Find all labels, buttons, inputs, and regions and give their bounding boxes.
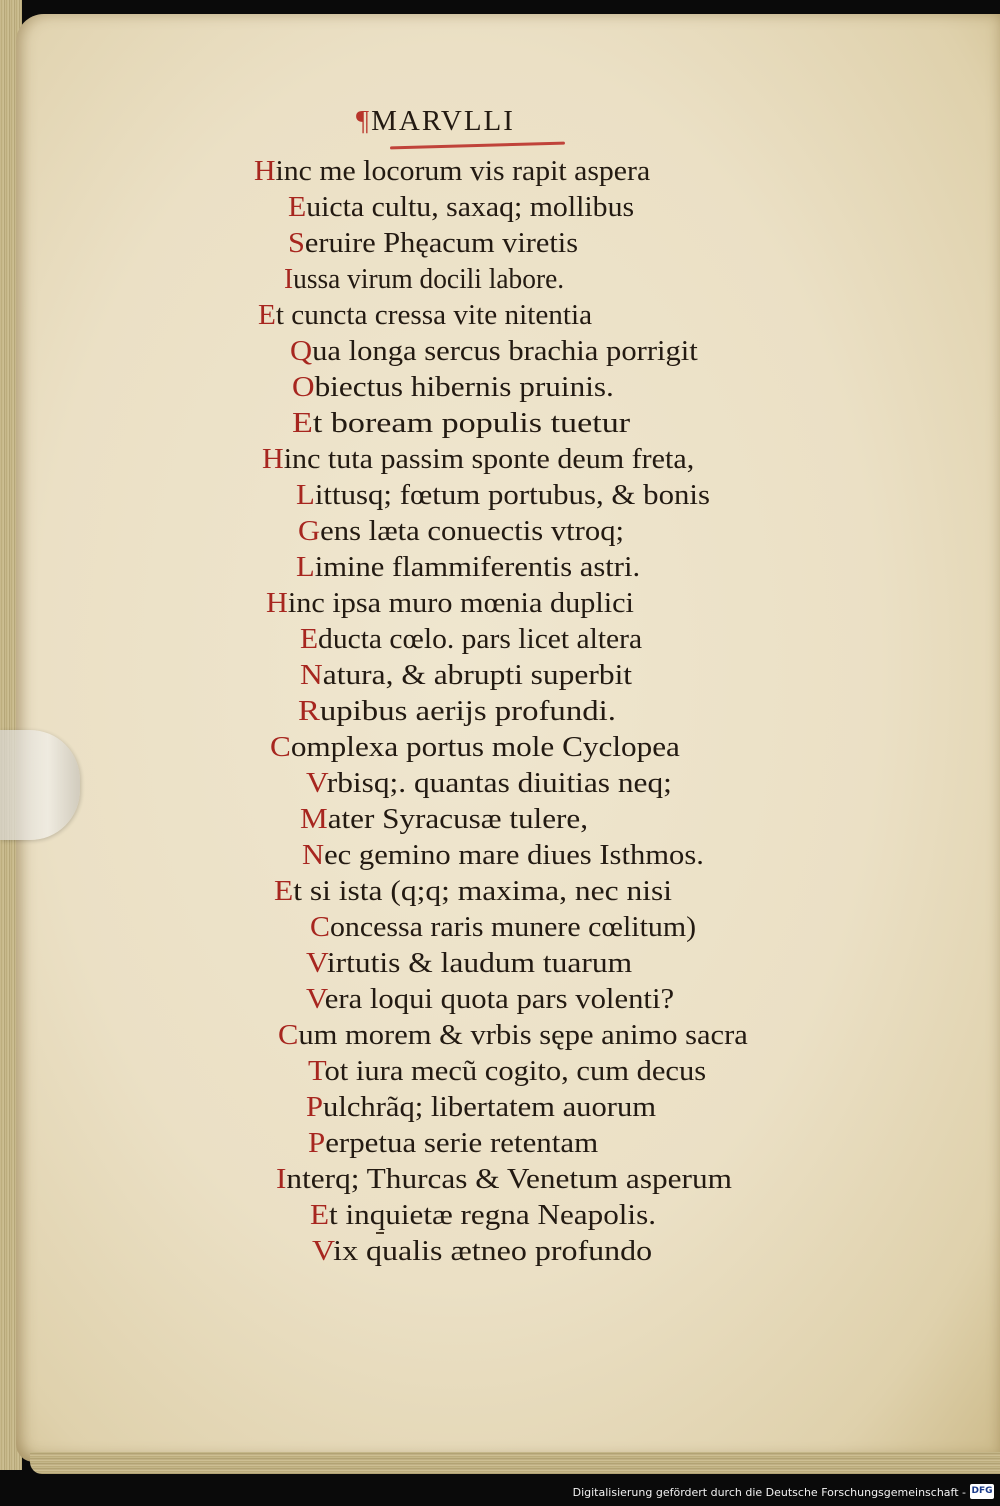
verse-text: ix qualis ætneo profundo <box>333 1235 653 1267</box>
verse-text: irtutis & laudum tuarum <box>326 947 633 979</box>
verse-line <box>302 838 704 872</box>
verse-text: ittusq; fœtum portubus, & bonis <box>314 479 711 511</box>
rubricated-initial: P <box>306 1091 324 1123</box>
verse-text: oncessa raris munere cœlitum) <box>329 911 697 943</box>
rubricated-initial: C <box>270 731 291 763</box>
verse-line <box>276 1162 732 1196</box>
rubricated-initial: M <box>300 803 328 835</box>
verse-line <box>296 550 640 584</box>
verse-line <box>300 802 588 836</box>
verse-text: omplexa portus mole Cyclopea <box>290 731 680 763</box>
verse-text: inc me locorum vis rapit aspera <box>275 155 651 187</box>
dfg-logo: DFG <box>970 1484 994 1499</box>
verse-text: inc ipsa muro mœnia duplici <box>287 587 634 619</box>
rubricated-initial: E <box>288 191 307 223</box>
verse-line <box>278 1018 748 1052</box>
rubricated-initial: I <box>276 1163 287 1195</box>
verse-line <box>288 226 578 260</box>
rubricated-initial: O <box>292 371 315 403</box>
rubricated-initial: Q <box>290 335 313 367</box>
rubricated-initial: E <box>292 407 313 439</box>
verse-line <box>306 946 632 980</box>
rubricated-initial: I <box>284 263 294 295</box>
verse-line <box>266 586 634 620</box>
rubricated-initial: V <box>306 947 327 979</box>
verse-line <box>262 442 694 476</box>
verse-text: upibus aerijs profundi. <box>319 695 616 727</box>
rubricated-initial: R <box>298 695 320 727</box>
verse-line <box>254 154 650 188</box>
verse-text: biectus hibernis pruinis. <box>314 371 614 403</box>
rubricated-initial: H <box>262 443 284 475</box>
verse-line <box>258 298 592 332</box>
signature-mark <box>376 1232 384 1234</box>
verse-text: ua longa sercus brachia porrigit <box>312 335 698 367</box>
rubricated-initial: S <box>288 227 305 259</box>
verse-line <box>306 766 672 800</box>
verse-text: t si ista (q;q; maxima, nec nisi <box>293 875 673 907</box>
verse-line <box>288 190 634 224</box>
rubricated-initial: T <box>308 1055 325 1087</box>
verse-text: t boream populis tuetur <box>312 407 631 439</box>
verse-line <box>284 262 564 296</box>
rubricated-initial: V <box>312 1235 334 1267</box>
verse-line <box>300 658 632 692</box>
running-heading-title: MARVLLI <box>371 105 515 137</box>
pilcrow-mark: ¶ <box>356 105 372 137</box>
verse-text: ater Syracusæ tulere, <box>327 803 589 835</box>
rubricated-initial: P <box>308 1127 326 1159</box>
verse-line <box>274 874 672 908</box>
rubricated-initial: V <box>306 983 325 1015</box>
rubricated-initial: C <box>278 1019 299 1051</box>
rubricated-initial: H <box>254 155 276 187</box>
verse-line <box>270 730 680 764</box>
book-fore-edge-bottom <box>30 1452 1000 1474</box>
verse-line <box>306 1090 656 1124</box>
verse-line <box>298 694 616 728</box>
verse-line <box>296 478 710 512</box>
running-heading <box>356 104 515 138</box>
rubricated-initial: E <box>300 623 319 655</box>
verse-text: ussa virum docili labore. <box>293 263 565 295</box>
verse-text: t cuncta cressa vite nitentia <box>275 299 593 331</box>
verse-text: ulchrãq; libertatem auorum <box>323 1091 657 1123</box>
rubricated-initial: N <box>302 839 325 871</box>
verse-line <box>292 406 630 440</box>
rubricated-initial: G <box>298 515 321 547</box>
verse-text: ec gemino mare diues Isthmos. <box>324 839 704 871</box>
verse-line <box>292 370 614 404</box>
rubricated-initial: E <box>274 875 294 907</box>
verse-text: ducta cœlo. pars licet altera <box>318 623 643 655</box>
verse-text: nterq; Thurcas & Venetum asperum <box>286 1163 732 1195</box>
rubricated-initial: N <box>300 659 323 691</box>
rubricated-initial: H <box>266 587 288 619</box>
verse-line <box>312 1234 652 1268</box>
heading-red-rule <box>390 142 565 150</box>
verse-text: atura, & abrupti superbit <box>322 659 633 691</box>
verse-line <box>310 1198 656 1232</box>
verse-text: um morem & vrbis sępe animo sacra <box>298 1019 748 1051</box>
rubricated-initial: E <box>310 1199 330 1231</box>
verse-line <box>298 514 624 548</box>
verse-line <box>308 1054 706 1088</box>
rubricated-initial: C <box>310 911 330 943</box>
verse-text: eruire Phęacum viretis <box>304 227 579 259</box>
rubricated-initial: E <box>258 299 276 331</box>
verse-text: rbisq;. quantas diuitias neq; <box>326 767 672 799</box>
rubricated-initial: L <box>296 479 315 511</box>
verse-line <box>310 910 696 944</box>
verse-text: t inquietæ regna Neapolis. <box>329 1199 656 1231</box>
digitization-credit: Digitalisierung gefördert durch die Deutsche Forschungsgemeinschaft - <box>572 1486 966 1499</box>
verse-line <box>306 982 674 1016</box>
verse-text: erpetua serie retentam <box>325 1127 599 1159</box>
verse-text: imine flammiferentis astri. <box>314 551 641 583</box>
verse-text: ot iura mecũ cogito, cum decus <box>324 1055 707 1087</box>
verse-text: ens læta conuectis vtroq; <box>320 515 625 547</box>
rubricated-initial: L <box>296 551 315 583</box>
rubricated-initial: V <box>306 767 327 799</box>
verse-line <box>290 334 698 368</box>
verse-text: uicta cultu, saxaq; mollibus <box>306 191 635 223</box>
verse-line <box>300 622 642 656</box>
verse-text: era loqui quota pars volenti? <box>324 983 675 1015</box>
verse-text: inc tuta passim sponte deum freta, <box>283 443 695 475</box>
verse-line <box>308 1126 598 1160</box>
